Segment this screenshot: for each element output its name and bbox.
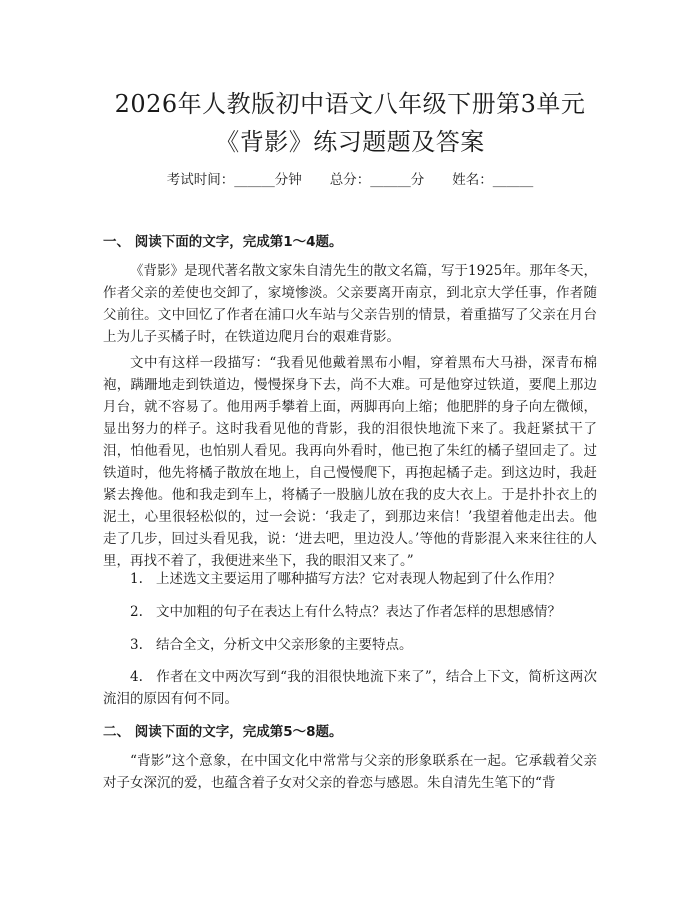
student-name-field: 姓名：______ <box>452 172 534 188</box>
question-number: 1. <box>130 571 143 587</box>
question-2 <box>103 601 597 623</box>
section-1-paragraph-2: 文中有这样一段描写：“我看见他戴着黑布小帽，穿着黑布大马褂，深青布棉袍，蹒跚地走到铁道边，慢慢探身下去，尚不大难。可是他穿过铁道，要爬上那边月台，就不容易了。他用两手攀着上面，两脚再向上缩；他肥胖的身子向左微倾，显出努力的样子。这时我看见他的背影，我的泪很快地流下来了。我赶紧拭干了泪，怕他看见，也怕别人看见。我再向外看时，他已抱了朱红的橘子望回走了。过铁道时，他先将橘子散放在地上，自己慢慢爬下，再抱起橘子走。到这边时，我赶紧去搀他。他和我走到车上，将橘子一股脑儿放在我的皮大衣上。于是扑扑衣上的泥土，心里很轻松似的，过一会说：‘我走了，到那边来信！’我望着他走出去。他走了几步，回过头看见我，说：‘进去吧，里边没人。’等他的背影混入来来往往的人里，再找不着了，我便进来坐下，我的眼泪又来了。” <box>103 355 597 569</box>
question-3 <box>103 634 597 656</box>
question-text: 作者在文中两次写到“我的泪很快地流下来了”，结合上下文，简析这两次流泪的原因有何不同。 <box>103 669 597 707</box>
section-2-paragraph-1: “背影”这个意象，在中国文化中常常与父亲的形象联系在一起。它承载着父亲对子女深沉的爱，也蕴含着子女对父亲的眷恋与感恩。朱自清先生笔下的“背 <box>103 753 597 791</box>
exam-info-row <box>0 170 700 190</box>
question-text: 上述选文主要运用了哪种描写方法？它对表现人物起到了什么作用？ <box>156 571 561 587</box>
document-title-line-2: 《背影》练习题题及答案 <box>215 128 485 156</box>
exam-time-field: 考试时间：______分钟 <box>166 172 302 188</box>
section-2-heading: 二、 阅读下面的文字，完成第5～8题。 <box>103 724 343 740</box>
question-text: 结合全文，分析文中父亲形象的主要特点。 <box>156 637 413 653</box>
section-1-paragraph-1: 《背影》是现代著名散文家朱自清先生的散文名篇，写于1925年。那年冬天，作者父亲的差使也交卸了，家境惨淡。父亲要离开南京，到北京大学任事，作者随父前往。文中回忆了作者在浦口火车站与父亲告别的情景，着重描写了父亲在月台上为儿子买橘子时，在铁道边爬月台的艰难背影。 <box>103 263 597 345</box>
question-text: 文中加粗的句子在表达上有什么特点？表达了作者怎样的思想感情？ <box>156 604 561 620</box>
question-number: 4. <box>130 669 143 685</box>
question-number: 3. <box>130 637 143 653</box>
question-1 <box>103 568 597 590</box>
document-title-line-1: 2026年人教版初中语文八年级下册第3单元 <box>114 90 586 118</box>
question-number: 2. <box>130 604 143 620</box>
section-1-heading: 一、 阅读下面的文字，完成第1～4题。 <box>103 234 343 250</box>
total-score-field: 总分：______分 <box>329 172 425 188</box>
question-4 <box>103 666 597 710</box>
